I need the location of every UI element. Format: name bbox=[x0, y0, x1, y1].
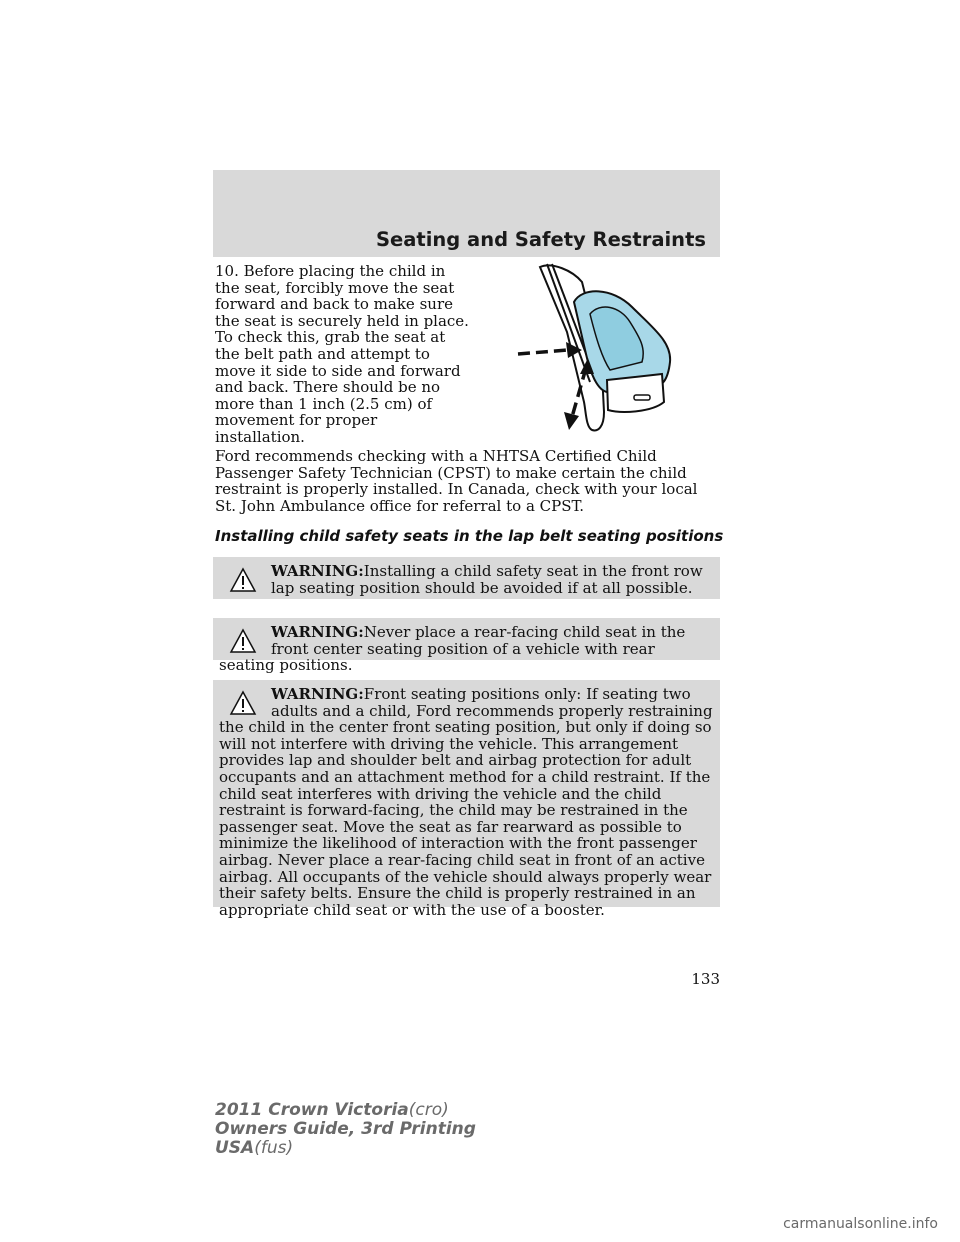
warning-label: WARNING: bbox=[271, 623, 364, 641]
cpst-recommendation: Ford recommends checking with a NHTSA Certified Child Passenger Safety Technician (CPST) to make certain the child restraint is properly installed. In Canada, check with your local St. John Ambulance office for referral to a CPST. bbox=[215, 447, 698, 515]
watermark-link[interactable]: carmanualsonline.info bbox=[783, 1216, 938, 1232]
warning-triangle-icon bbox=[229, 567, 257, 593]
warning-text: Installing a child safety seat in the front row lap seating position should be avoided if at all possible. bbox=[271, 562, 703, 597]
footer-line-2 bbox=[215, 1120, 476, 1139]
warning-text: Never place a rear-facing child seat in the front center seating position of a vehicle with rear seating positions. bbox=[219, 623, 686, 675]
warning-text: Front seating positions only: If seating two adults and a child, Ford recommends properly restraining the child in the center front seating position, but only if doing so will not interfere with driving the vehicle. This arrangement provides lap and shoulder belt and airbag protection for adult occupants and an attachment method for a child restraint. If the child seat interferes with driving the vehicle and the child restraint is forward-facing, the child may be restrained in the passenger seat. Move the seat as far rearward as possible to minimize the likelihood of interaction with the front passenger airbag. Never place a rear-facing child seat in front of an active airbag. All occupants of the vehicle should always properly wear their safety belts. Ensure the child is properly restrained in an appropriate child seat or with the use of a booster. bbox=[219, 685, 713, 919]
arrowhead-vertical bbox=[564, 412, 579, 430]
warning-triangle-icon bbox=[229, 690, 257, 716]
warning-label: WARNING: bbox=[271, 562, 364, 580]
child-seat-base bbox=[607, 374, 664, 412]
warning-label: WARNING: bbox=[271, 685, 364, 703]
warning-box-3 bbox=[213, 680, 720, 919]
footer-market-code: (fus) bbox=[254, 1138, 294, 1158]
footer-line-3 bbox=[215, 1139, 476, 1158]
section-header-band bbox=[213, 170, 720, 257]
lap-belt-section-heading: Installing child safety seats in the lap belt seating positions bbox=[215, 527, 724, 545]
footer-edition: Owners Guide, 3rd Printing bbox=[215, 1119, 476, 1139]
base-slot bbox=[634, 395, 650, 400]
warning-box-1 bbox=[213, 557, 720, 599]
document-footer bbox=[215, 1101, 476, 1158]
page-number: 133 bbox=[691, 970, 720, 988]
footer-line-1 bbox=[215, 1101, 476, 1120]
step-10-paragraph: 10. Before placing the child in the seat, forcibly move the seat forward and back to make sure the seat is securely held in place. To check this, grab the seat at the belt path and attempt to move it side to side and forward and back. There should be no more than 1 inch (2.5 cm) of movement for proper installation. bbox=[215, 262, 469, 446]
footer-market: USA bbox=[215, 1138, 255, 1158]
footer-model-code: (cro) bbox=[408, 1100, 449, 1120]
footer-model: 2011 Crown Victoria bbox=[215, 1100, 409, 1120]
warning-triangle-icon bbox=[229, 628, 257, 654]
warning-box-2 bbox=[213, 618, 720, 675]
dashed-arrow-horizontal bbox=[518, 350, 568, 354]
section-title: Seating and Safety Restraints bbox=[375, 228, 706, 251]
child-seat-illustration bbox=[512, 262, 687, 437]
child-seat-figure bbox=[512, 262, 687, 437]
